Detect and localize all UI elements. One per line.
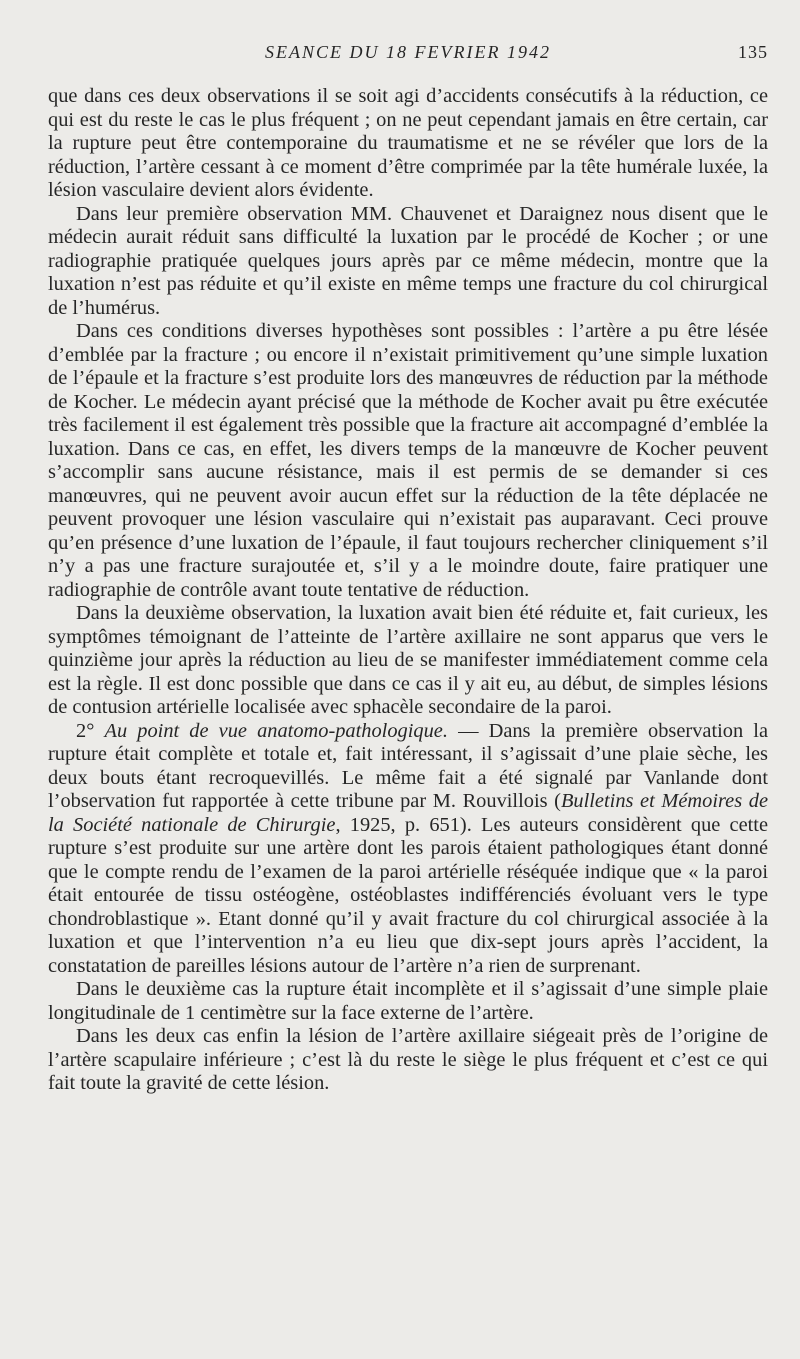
paragraph-1: que dans ces deux observations il se soit agi d’accidents consécutifs à la réduction, ce qui est du reste le cas le plus fréquent ; on ne peut cependant jamais en être certain, car la rupture peut être contemporaine du traumatisme et ne se révéler que lors de la réduction, l’artère cessant à ce moment d’être comprimée par la tête humérale luxée, la lésion vasculaire devient alors évidente. bbox=[48, 85, 768, 201]
page-header bbox=[48, 42, 768, 66]
paragraph-7: Dans les deux cas enfin la lésion de l’artère axillaire siégeait près de l’origine de l’artère scapulaire inférieure ; c’est là du reste le siège le plus fréquent et c’est ce qui fait toute la gravité de cette lésion. bbox=[48, 1025, 768, 1094]
paragraph-5-text-a: — Dans la première observation la rupture était complète et totale et, fait intéressant, il s’agissait d’une plaie sèche, les deux bouts étant recroquevillés. Le même fait a été signalé par Vanlande dont l’observation fut rapportée à cette tribune par M. Rouvillois ( bbox=[48, 719, 768, 812]
section-number: 2° bbox=[76, 719, 105, 742]
paragraph-5 bbox=[48, 720, 768, 979]
page-number: 135 bbox=[738, 42, 768, 62]
paragraph-5-text-b: , 1925, p. 651). Les auteurs considèrent que cette rupture s’est produite sur une artère dont les parois étaient pathologiques étant donné que le compte rendu de l’examen de la paroi artérielle réséquée indique que « la paroi était entourée de tissu ostéogène, ostéoblastes indifférenciés évoluant vers le type chondroblastique ». Etant donné qu’il y avait fracture du col chirurgical associée à la luxation et que l’intervention n’a eu lieu que dix-sept jours après l’accident, la constatation de pareilles lésions autour de l’artère n’a rien de surprenant. bbox=[48, 813, 768, 977]
paragraph-6: Dans le deuxième cas la rupture était incomplète et il s’agissait d’une simple plaie longitudinale de 1 centimètre sur la face externe de l’artère. bbox=[48, 978, 768, 1024]
paragraph-3: Dans ces conditions diverses hypothèses sont possibles : l’artère a pu être lésée d’emblée par la fracture ; ou encore il n’existait primitivement qu’une simple luxation de l’épaule et la fracture s’est produite lors des manœuvres de réduction par la méthode de Kocher. Le médecin ayant précisé que la méthode de Kocher avait pu être exécutée très facilement il est également très possible que la fracture ait accompagné d’emblée la luxation. Dans ce cas, en effet, les divers temps de la manœuvre de Kocher peuvent s’accomplir sans aucune résistance, mais il est permis de se demander si ces manœuvres, qui ne peuvent avoir aucun effet sur la réduction de la tête déplacée ne peuvent provoquer une lésion vasculaire qui n’existait pas auparavant. Ceci prouve qu’en présence d’une luxation de l’épaule, il faut toujours rechercher cliniquement s’il n’y a pas une fracture surajoutée et, s’il y a le moindre doute, faire pratiquer une radiographie de contrôle avant toute tentative de réduction. bbox=[48, 320, 768, 601]
running-title: SEANCE DU 18 FEVRIER 1942 bbox=[265, 42, 551, 62]
citation-title: Bulletins et Mémoires de la Société nationale de Chirurgie bbox=[48, 790, 768, 836]
paragraph-4: Dans la deuxième observation, la luxation avait bien été réduite et, fait curieux, les symptômes témoignant de l’atteinte de l’artère axillaire ne sont apparus que vers le quinzième jour après la réduction au lieu de se manifester immédiatement comme cela est la règle. Il est donc possible que dans ce cas il y ait eu, au début, de simples lésions de contusion artérielle localisée avec sphacèle secondaire de la paroi. bbox=[48, 602, 768, 718]
body-text bbox=[48, 85, 768, 1096]
section-heading: Au point de vue anatomo-pathologique. bbox=[104, 719, 448, 742]
paragraph-2: Dans leur première observation MM. Chauvenet et Daraignez nous disent que le médecin aurait réduit sans difficulté la luxation par le procédé de Kocher ; or une radiographie pratiquée quelques jours après par ce même médecin, montre que la luxation n’est pas réduite et qu’il existe en même temps une fracture du col chirurgical de l’humérus. bbox=[48, 202, 768, 319]
